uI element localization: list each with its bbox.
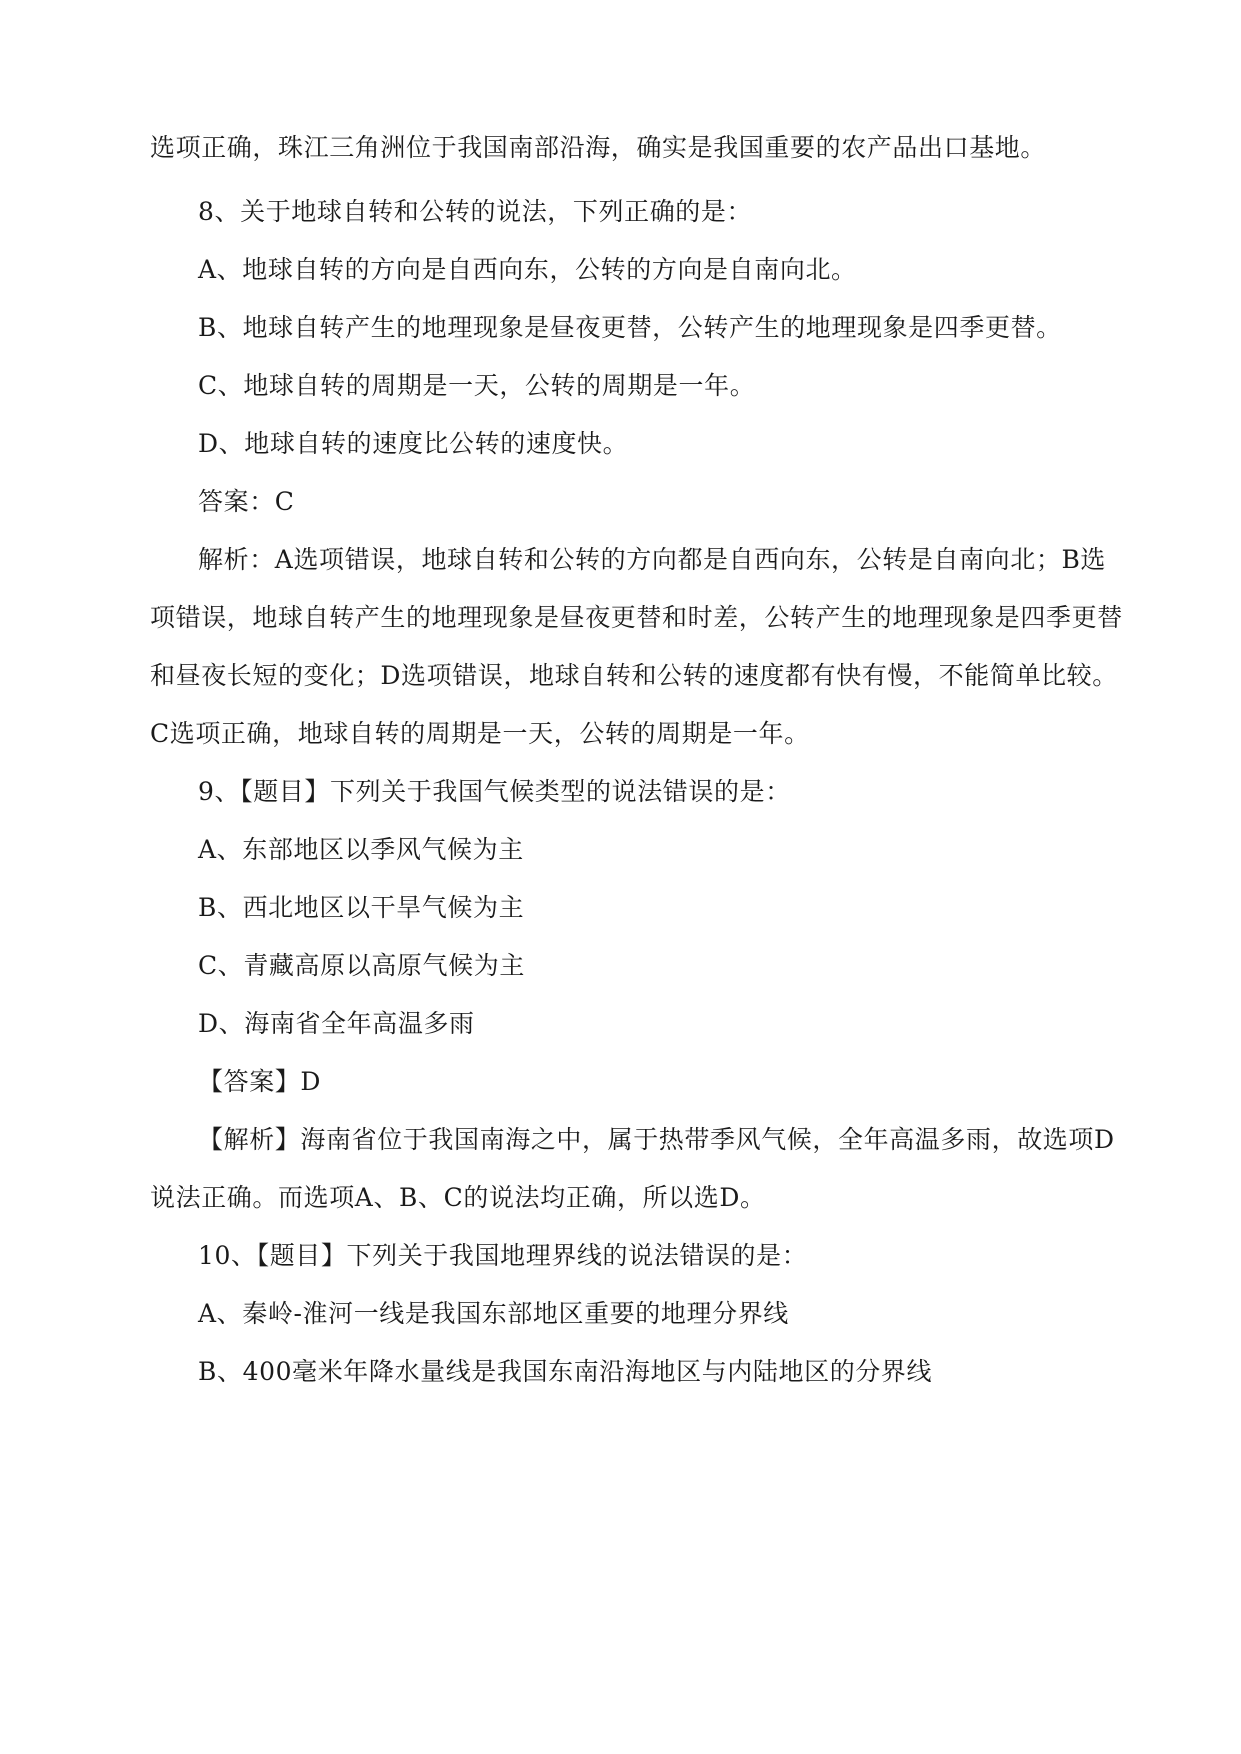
question-10: 10、【题目】下列关于我国地理界线的说法错误的是： (198, 1241, 808, 1270)
analysis-line: 和昼夜长短的变化；D选项错误，地球自转和公转的速度都有快有慢，不能简单比较。 (150, 661, 1118, 690)
answer: 答案：C (198, 487, 295, 516)
analysis-line: 【解析】海南省位于我国南海之中，属于热带季风气候，全年高温多雨，故选项D (198, 1125, 1115, 1154)
option-b: B、地球自转产生的地理现象是昼夜更替，公转产生的地理现象是四季更替。 (198, 313, 1062, 342)
analysis-line: 说法正确。而选项A、B、C的说法均正确，所以选D。 (150, 1183, 766, 1212)
question-9: 9、【题目】下列关于我国气候类型的说法错误的是： (198, 777, 791, 806)
answer: 【答案】D (198, 1067, 322, 1096)
analysis-line: 项错误，地球自转产生的地理现象是昼夜更替和时差，公转产生的地理现象是四季更替 (150, 603, 1123, 632)
option-c: C、青藏高原以高原气候为主 (198, 951, 525, 980)
option-b: B、400毫米年降水量线是我国东南沿海地区与内陆地区的分界线 (198, 1357, 933, 1386)
analysis-line: C选项正确，地球自转的周期是一天，公转的周期是一年。 (150, 719, 810, 748)
option-a: A、秦岭-淮河一线是我国东部地区重要的地理分界线 (198, 1299, 789, 1328)
option-d: D、地球自转的速度比公转的速度快。 (198, 429, 629, 458)
option-a: A、东部地区以季风气候为主 (198, 835, 524, 864)
option-c: C、地球自转的周期是一天，公转的周期是一年。 (198, 371, 756, 400)
option-b: B、西北地区以干旱气候为主 (198, 893, 525, 922)
question-8: 8、关于地球自转和公转的说法，下列正确的是： (198, 197, 753, 226)
option-a: A、地球自转的方向是自西向东，公转的方向是自南向北。 (198, 255, 857, 284)
text-line: 选项正确，珠江三角洲位于我国南部沿海，确实是我国重要的农产品出口基地。 (150, 133, 1047, 162)
option-d: D、海南省全年高温多雨 (198, 1009, 475, 1038)
analysis-line: 解析：A选项错误，地球自转和公转的方向都是自西向东，公转是自南向北；B选 (198, 545, 1107, 574)
